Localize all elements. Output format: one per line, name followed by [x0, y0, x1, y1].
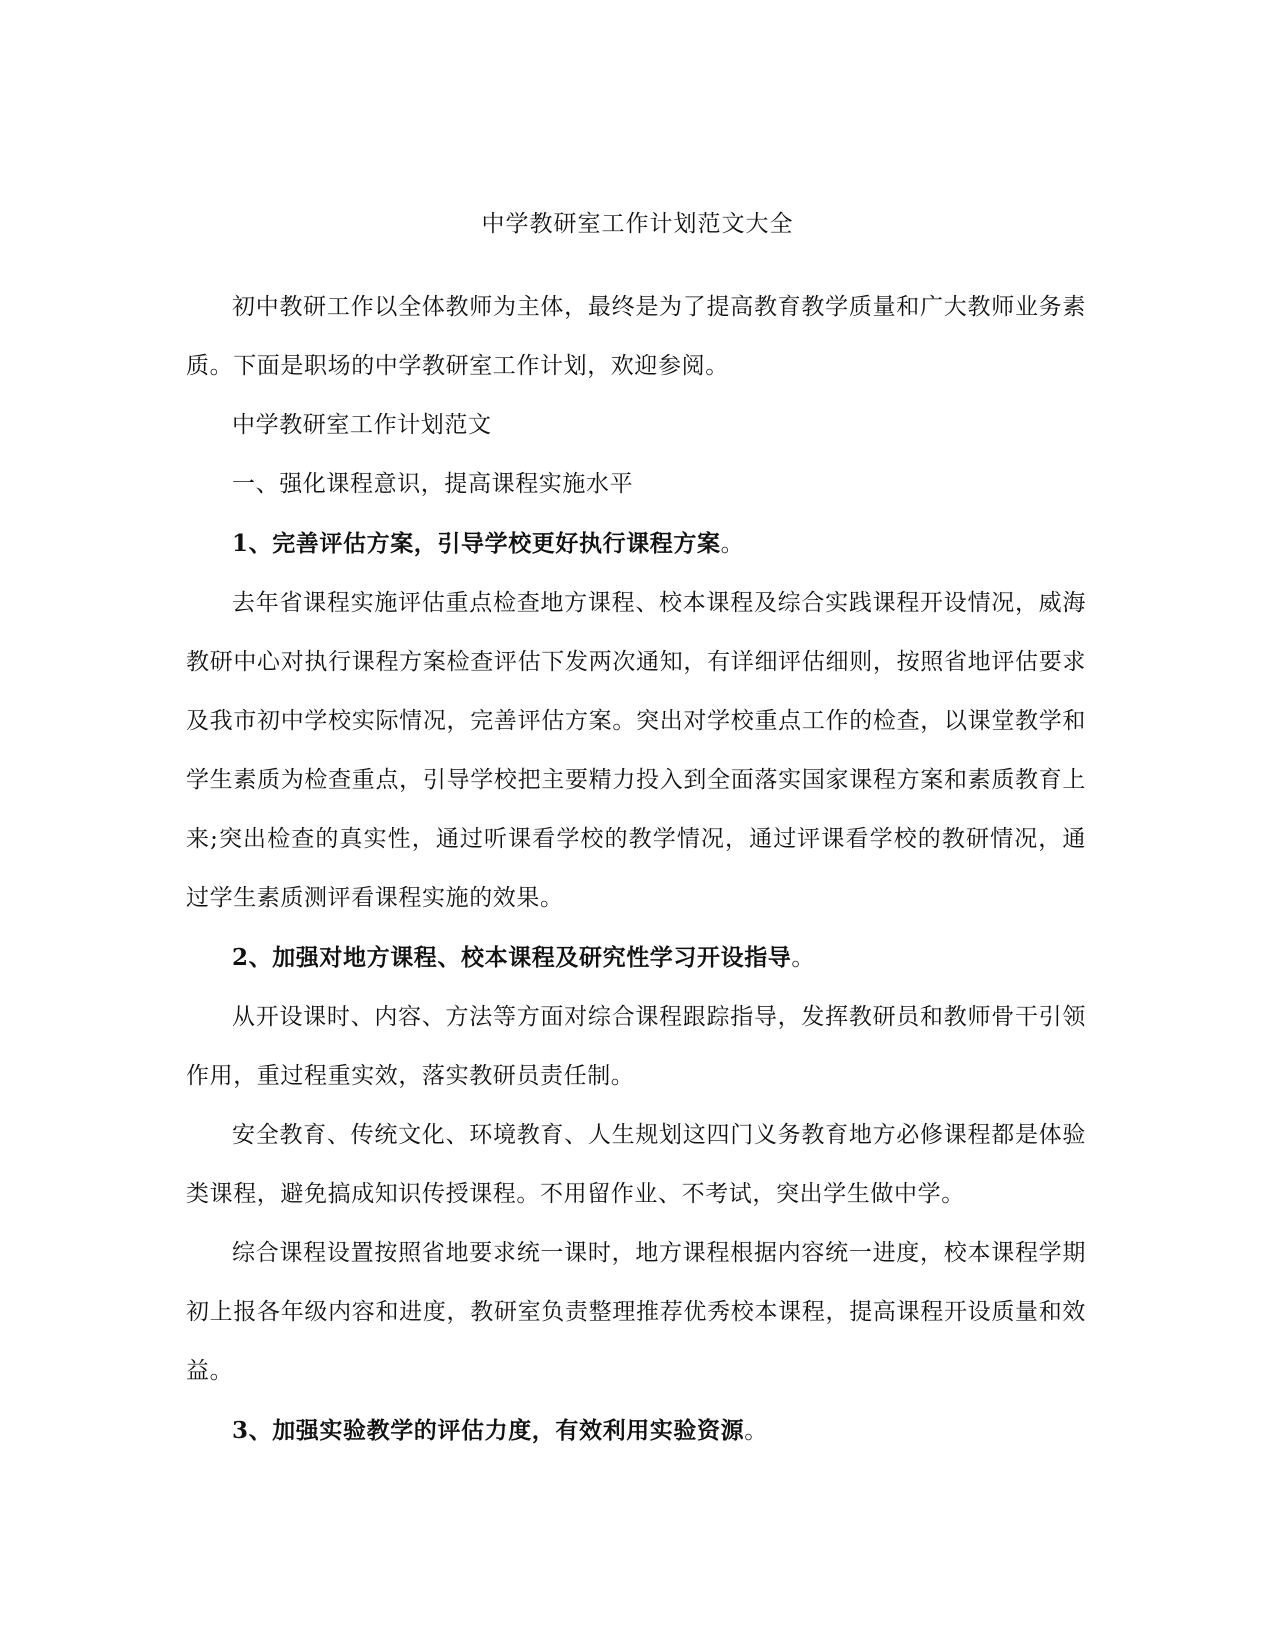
subheading-3-tail: 。 — [744, 1418, 768, 1444]
subheading-2 — [186, 928, 1086, 988]
paragraph-course-settings: 综合课程设置按照省地要求统一课时，地方课程根据内容统一进度，校本课程学期初上报各年级内容和进度，教研室负责整理推荐优秀校本课程，提高课程开设质量和效益。 — [186, 1240, 1086, 1384]
document-body — [186, 278, 1086, 1461]
subheading-3-bold: 3、加强实验教学的评估力度，有效利用实验资源 — [232, 1417, 745, 1444]
document-title: 中学教研室工作计划范文大全 — [481, 211, 794, 237]
subheading-3 — [186, 1401, 1086, 1461]
subheading-2-bold: 2、加强对地方课程、校本课程及研究性学习开设指导 — [232, 944, 792, 971]
subheading-1-bold: 1、完善评估方案，引导学校更好执行课程方案 — [232, 530, 721, 557]
paragraph-evaluation: 去年省课程实施评估重点检查地方课程、校本课程及综合实践课程开设情况，威海教研中心对执行课程方案检查评估下发两次通知，有详细评估细则，按照省地评估要求及我市初中学校实际情况，完善评估方案。突出对学校重点工作的检查，以课堂教学和学生素质为检查重点，引导学校把主要精力投入到全面落实国家课程方案和素质教育上来;突出检查的真实性，通过听课看学校的教学情况，通过评课看学校的教研情况，通过学生素质测评看课程实施的效果。 — [186, 590, 1086, 911]
section-heading-1: 一、强化课程意识，提高课程实施水平 — [232, 471, 634, 497]
paragraph-guidance: 从开设课时、内容、方法等方面对综合课程跟踪指导，发挥教研员和教师骨干引领作用，重过程重实效，落实教研员责任制。 — [186, 1004, 1086, 1089]
subheading-1 — [186, 514, 1086, 574]
subheading-1-tail: 。 — [720, 531, 745, 557]
paragraph-subtitle: 中学教研室工作计划范文 — [232, 412, 492, 438]
paragraph-local-courses: 安全教育、传统文化、环境教育、人生规划这四门义务教育地方必修课程都是体验类课程，避免搞成知识传授课程。不用留作业、不考试，突出学生做中学。 — [186, 1122, 1086, 1207]
paragraph-intro: 初中教研工作以全体教师为主体，最终是为了提高教育教学质量和广大教师业务素质。下面是职场的中学教研室工作计划，欢迎参阅。 — [186, 294, 1086, 379]
subheading-2-tail: 。 — [791, 945, 816, 971]
